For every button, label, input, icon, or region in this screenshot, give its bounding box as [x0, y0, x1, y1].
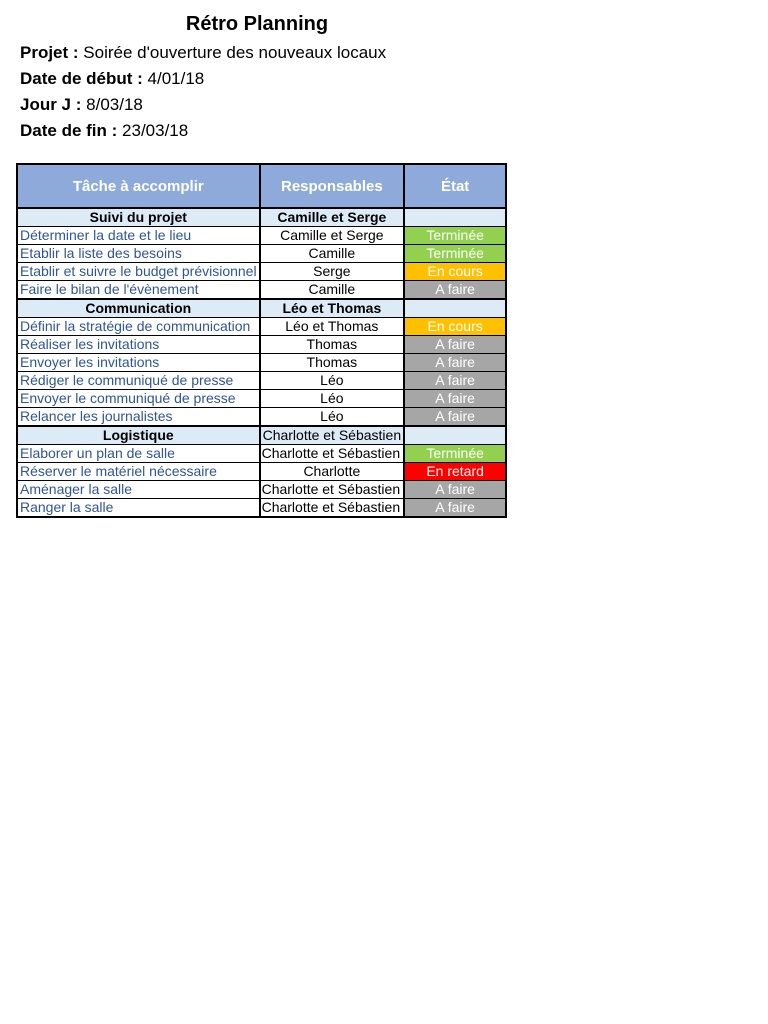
- table-row: [17, 318, 506, 336]
- table-row: [17, 481, 506, 499]
- section-name: Suivi du projet: [17, 208, 260, 227]
- table-row: [17, 499, 506, 518]
- status-cell[interactable]: En cours: [404, 318, 506, 336]
- meta-date-fin-label: Date de fin :: [20, 121, 118, 140]
- section-responsables: Léo et Thomas: [260, 299, 405, 318]
- section-row-logistique: [17, 426, 506, 445]
- resp-cell[interactable]: Thomas: [260, 336, 405, 354]
- status-cell[interactable]: En cours: [404, 263, 506, 281]
- resp-cell[interactable]: Léo: [260, 372, 405, 390]
- resp-cell[interactable]: Léo et Thomas: [260, 318, 405, 336]
- task-cell[interactable]: Elaborer un plan de salle: [17, 445, 260, 463]
- task-cell[interactable]: Etablir et suivre le budget prévisionnel: [17, 263, 260, 281]
- meta-date-fin-value: 23/03/18: [122, 121, 189, 140]
- task-cell[interactable]: Envoyer le communiqué de presse: [17, 390, 260, 408]
- table-row: [17, 281, 506, 300]
- resp-cell[interactable]: Léo: [260, 390, 405, 408]
- meta-date-debut: [20, 69, 204, 89]
- header-tache: Tâche à accomplir: [17, 164, 260, 208]
- resp-cell[interactable]: Charlotte: [260, 463, 405, 481]
- table-row: [17, 372, 506, 390]
- resp-cell[interactable]: Camille: [260, 245, 405, 263]
- status-cell[interactable]: A faire: [404, 408, 506, 427]
- status-cell[interactable]: A faire: [404, 481, 506, 499]
- resp-cell[interactable]: Charlotte et Sébastien: [260, 445, 405, 463]
- task-cell[interactable]: Réaliser les invitations: [17, 336, 260, 354]
- status-cell[interactable]: A faire: [404, 499, 506, 518]
- meta-jour-j: [20, 95, 143, 115]
- header-etat: État: [404, 164, 506, 208]
- meta-date-fin: [20, 121, 188, 141]
- section-row-communication: [17, 299, 506, 318]
- status-cell[interactable]: A faire: [404, 354, 506, 372]
- status-cell[interactable]: A faire: [404, 372, 506, 390]
- status-cell[interactable]: Terminée: [404, 445, 506, 463]
- status-cell[interactable]: Terminée: [404, 245, 506, 263]
- section-responsables: Charlotte et Sébastien: [260, 426, 405, 445]
- task-cell[interactable]: Faire le bilan de l'évènement: [17, 281, 260, 300]
- resp-cell[interactable]: Charlotte et Sébastien: [260, 481, 405, 499]
- meta-projet-label: Projet :: [20, 43, 79, 62]
- task-cell[interactable]: Ranger la salle: [17, 499, 260, 518]
- table-row: [17, 354, 506, 372]
- task-cell[interactable]: Rédiger le communiqué de presse: [17, 372, 260, 390]
- table-row: [17, 445, 506, 463]
- status-cell[interactable]: En retard: [404, 463, 506, 481]
- resp-cell[interactable]: Camille et Serge: [260, 227, 405, 245]
- resp-cell[interactable]: Camille: [260, 281, 405, 300]
- meta-projet: [20, 43, 386, 63]
- table-row: [17, 408, 506, 427]
- resp-cell[interactable]: Charlotte et Sébastien: [260, 499, 405, 518]
- task-cell[interactable]: Envoyer les invitations: [17, 354, 260, 372]
- meta-jour-j-value: 8/03/18: [86, 95, 143, 114]
- meta-date-debut-value: 4/01/18: [147, 69, 205, 88]
- table-row: [17, 245, 506, 263]
- section-etat: [404, 299, 506, 318]
- table-header-row: [17, 164, 506, 208]
- task-cell[interactable]: Aménager la salle: [17, 481, 260, 499]
- task-cell[interactable]: Définir la stratégie de communication: [17, 318, 260, 336]
- task-cell[interactable]: Relancer les journalistes: [17, 408, 260, 427]
- retro-planning-table: [16, 163, 507, 518]
- section-etat: [404, 208, 506, 227]
- section-name: Communication: [17, 299, 260, 318]
- table-row: [17, 263, 506, 281]
- task-cell[interactable]: Etablir la liste des besoins: [17, 245, 260, 263]
- section-row-suivi: [17, 208, 506, 227]
- table-row: [17, 227, 506, 245]
- status-cell[interactable]: Terminée: [404, 227, 506, 245]
- table-row: [17, 336, 506, 354]
- table-row: [17, 463, 506, 481]
- meta-projet-value: Soirée d'ouverture des nouveaux locaux: [83, 43, 387, 62]
- task-cell[interactable]: Réserver le matériel nécessaire: [17, 463, 260, 481]
- header-responsables: Responsables: [260, 164, 405, 208]
- resp-cell[interactable]: Thomas: [260, 354, 405, 372]
- status-cell[interactable]: A faire: [404, 390, 506, 408]
- section-name: Logistique: [17, 426, 260, 445]
- task-cell[interactable]: Déterminer la date et le lieu: [17, 227, 260, 245]
- status-cell[interactable]: A faire: [404, 281, 506, 300]
- status-cell[interactable]: A faire: [404, 336, 506, 354]
- page-title: Rétro Planning: [185, 13, 329, 35]
- resp-cell[interactable]: Léo: [260, 408, 405, 427]
- section-etat: [404, 426, 506, 445]
- meta-date-debut-label: Date de début :: [20, 69, 143, 88]
- resp-cell[interactable]: Serge: [260, 263, 405, 281]
- table-row: [17, 390, 506, 408]
- meta-jour-j-label: Jour J :: [20, 95, 82, 114]
- section-responsables: Camille et Serge: [260, 208, 405, 227]
